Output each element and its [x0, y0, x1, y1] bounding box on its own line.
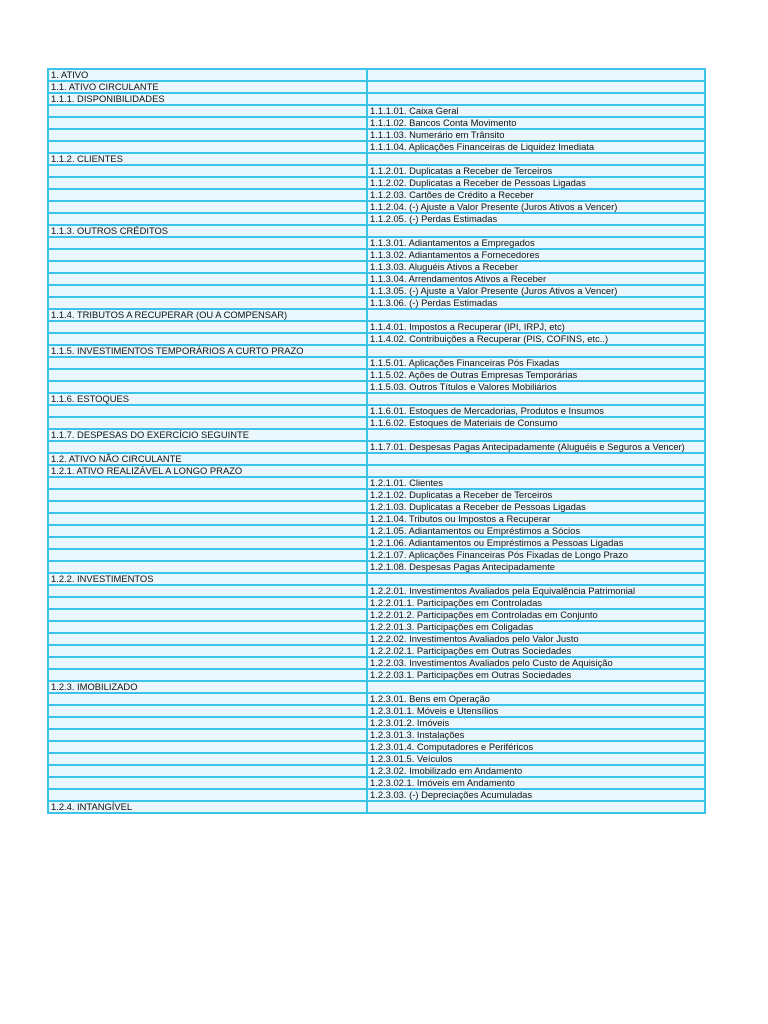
table-row: [48, 633, 705, 645]
table-row: [48, 789, 705, 801]
account-item-cell: 1.2.3.01.1. Móveis e Utensílios: [367, 705, 705, 717]
account-item-cell: [367, 81, 705, 93]
table-row: [48, 357, 705, 369]
account-group-cell: [48, 585, 367, 597]
table-row: [48, 501, 705, 513]
account-item-cell: 1.2.1.05. Adiantamentos ou Empréstimos a Sócios: [367, 525, 705, 537]
table-row: [48, 597, 705, 609]
account-item-cell: 1.1.2.05. (-) Perdas Estimadas: [367, 213, 705, 225]
table-row: [48, 381, 705, 393]
table-row: [48, 741, 705, 753]
account-group-cell: [48, 177, 367, 189]
account-item-cell: 1.1.6.01. Estoques de Mercadorias, Produtos e Insumos: [367, 405, 705, 417]
account-group-cell: [48, 609, 367, 621]
table-row: [48, 261, 705, 273]
table-row: [48, 693, 705, 705]
table-row: [48, 225, 705, 237]
account-item-cell: [367, 69, 705, 81]
account-group-cell: 1.2. ATIVO NÃO CIRCULANTE: [48, 453, 367, 465]
account-item-cell: 1.2.2.02.1. Participações em Outras Sociedades: [367, 645, 705, 657]
table-row: [48, 165, 705, 177]
account-item-cell: 1.1.5.01. Aplicações Financeiras Pós Fixadas: [367, 357, 705, 369]
account-group-cell: 1.1.7. DESPESAS DO EXERCÍCIO SEGUINTE: [48, 429, 367, 441]
account-item-cell: 1.1.2.01. Duplicatas a Receber de Terceiros: [367, 165, 705, 177]
account-group-cell: 1.1.2. CLIENTES: [48, 153, 367, 165]
account-group-cell: [48, 777, 367, 789]
account-group-cell: [48, 201, 367, 213]
account-item-cell: 1.1.1.01. Caixa Geral: [367, 105, 705, 117]
account-group-cell: [48, 561, 367, 573]
account-group-cell: [48, 501, 367, 513]
account-group-cell: [48, 765, 367, 777]
account-group-cell: [48, 549, 367, 561]
account-item-cell: [367, 345, 705, 357]
account-group-cell: [48, 525, 367, 537]
account-group-cell: [48, 705, 367, 717]
table-row: [48, 477, 705, 489]
account-group-cell: 1. ATIVO: [48, 69, 367, 81]
account-item-cell: 1.1.7.01. Despesas Pagas Antecipadamente (Aluguéis e Seguros a Vencer): [367, 441, 705, 453]
account-item-cell: 1.1.5.03. Outros Títulos e Valores Mobiliários: [367, 381, 705, 393]
table-row: [48, 777, 705, 789]
account-item-cell: [367, 93, 705, 105]
account-item-cell: 1.1.1.02. Bancos Conta Movimento: [367, 117, 705, 129]
account-item-cell: 1.2.3.02.1. Imóveis em Andamento: [367, 777, 705, 789]
table-row: [48, 441, 705, 453]
account-item-cell: [367, 309, 705, 321]
account-group-cell: [48, 273, 367, 285]
table-row: [48, 213, 705, 225]
account-item-cell: 1.1.2.04. (-) Ajuste a Valor Presente (Juros Ativos a Vencer): [367, 201, 705, 213]
table-row: [48, 141, 705, 153]
account-item-cell: 1.2.2.01. Investimentos Avaliados pela Equivalência Patrimonial: [367, 585, 705, 597]
account-group-cell: [48, 729, 367, 741]
account-group-cell: [48, 597, 367, 609]
table-row: [48, 573, 705, 585]
account-group-cell: 1.1.4. TRIBUTOS A RECUPERAR (OU A COMPENSAR): [48, 309, 367, 321]
account-item-cell: 1.2.2.03.1. Participações em Outras Sociedades: [367, 669, 705, 681]
account-item-cell: 1.1.5.02. Ações de Outras Empresas Temporárias: [367, 369, 705, 381]
table-row: [48, 717, 705, 729]
account-group-cell: [48, 657, 367, 669]
account-item-cell: 1.1.2.02. Duplicatas a Receber de Pessoas Ligadas: [367, 177, 705, 189]
account-group-cell: [48, 693, 367, 705]
account-group-cell: [48, 129, 367, 141]
table-row: [48, 81, 705, 93]
account-group-cell: 1.1.1. DISPONIBILIDADES: [48, 93, 367, 105]
table-row: [48, 93, 705, 105]
table-row: [48, 393, 705, 405]
account-item-cell: [367, 573, 705, 585]
table-row: [48, 369, 705, 381]
account-item-cell: [367, 681, 705, 693]
account-item-cell: 1.2.2.01.3. Participações em Coligadas: [367, 621, 705, 633]
account-item-cell: 1.2.3.01.5. Veículos: [367, 753, 705, 765]
account-item-cell: [367, 429, 705, 441]
table-row: [48, 333, 705, 345]
account-item-cell: 1.2.3.01. Bens em Operação: [367, 693, 705, 705]
account-group-cell: 1.1.5. INVESTIMENTOS TEMPORÁRIOS A CURTO PRAZO: [48, 345, 367, 357]
account-item-cell: 1.2.3.01.2. Imóveis: [367, 717, 705, 729]
account-item-cell: [367, 225, 705, 237]
table-row: [48, 429, 705, 441]
account-item-cell: [367, 153, 705, 165]
table-row: [48, 249, 705, 261]
account-item-cell: [367, 453, 705, 465]
account-item-cell: 1.2.3.01.3. Instalações: [367, 729, 705, 741]
table-row: [48, 297, 705, 309]
account-group-cell: [48, 633, 367, 645]
account-item-cell: 1.2.1.08. Despesas Pagas Antecipadamente: [367, 561, 705, 573]
account-group-cell: [48, 717, 367, 729]
account-item-cell: 1.1.4.02. Contribuições a Recuperar (PIS, COFINS, etc..): [367, 333, 705, 345]
account-group-cell: [48, 321, 367, 333]
account-item-cell: [367, 801, 705, 813]
account-item-cell: 1.1.3.02. Adiantamentos a Fornecedores: [367, 249, 705, 261]
table-row: [48, 117, 705, 129]
table-row: [48, 561, 705, 573]
account-group-cell: [48, 213, 367, 225]
account-item-cell: [367, 393, 705, 405]
table-row: [48, 537, 705, 549]
account-group-cell: 1.2.2. INVESTIMENTOS: [48, 573, 367, 585]
chart-of-accounts-table: [47, 68, 706, 814]
account-item-cell: 1.1.6.02. Estoques de Materiais de Consumo: [367, 417, 705, 429]
account-item-cell: 1.1.2.03. Cartões de Crédito a Receber: [367, 189, 705, 201]
account-group-cell: 1.2.1. ATIVO REALIZÁVEL A LONGO PRAZO: [48, 465, 367, 477]
table-row: [48, 177, 705, 189]
account-item-cell: 1.2.3.02. Imobilizado em Andamento: [367, 765, 705, 777]
account-item-cell: 1.2.2.01.1. Participações em Controladas: [367, 597, 705, 609]
table-row: [48, 489, 705, 501]
account-group-cell: [48, 513, 367, 525]
table-row: [48, 273, 705, 285]
table-row: [48, 621, 705, 633]
account-group-cell: [48, 753, 367, 765]
account-group-cell: [48, 789, 367, 801]
table-row: [48, 321, 705, 333]
account-item-cell: 1.1.3.03. Aluguéis Ativos a Receber: [367, 261, 705, 273]
account-group-cell: 1.1.3. OUTROS CRÉDITOS: [48, 225, 367, 237]
account-group-cell: 1.1. ATIVO CIRCULANTE: [48, 81, 367, 93]
table-row: [48, 129, 705, 141]
table-row: [48, 405, 705, 417]
account-group-cell: [48, 261, 367, 273]
account-item-cell: 1.1.3.06. (-) Perdas Estimadas: [367, 297, 705, 309]
table-row: [48, 765, 705, 777]
account-group-cell: [48, 297, 367, 309]
account-item-cell: 1.2.1.04. Tributos ou Impostos a Recuperar: [367, 513, 705, 525]
table-row: [48, 201, 705, 213]
account-group-cell: [48, 645, 367, 657]
table-row: [48, 729, 705, 741]
table-row: [48, 681, 705, 693]
account-item-cell: 1.2.1.02. Duplicatas a Receber de Terceiros: [367, 489, 705, 501]
account-group-cell: [48, 285, 367, 297]
table-row: [48, 285, 705, 297]
account-item-cell: 1.2.2.02. Investimentos Avaliados pelo Valor Justo: [367, 633, 705, 645]
account-item-cell: 1.2.1.01. Clientes: [367, 477, 705, 489]
account-group-cell: [48, 117, 367, 129]
account-group-cell: 1.2.4. INTANGÍVEL: [48, 801, 367, 813]
table-row: [48, 345, 705, 357]
table-row: [48, 585, 705, 597]
account-item-cell: [367, 465, 705, 477]
table-row: [48, 669, 705, 681]
account-group-cell: [48, 381, 367, 393]
account-group-cell: [48, 237, 367, 249]
account-group-cell: [48, 333, 367, 345]
account-item-cell: 1.2.2.03. Investimentos Avaliados pelo Custo de Aquisição: [367, 657, 705, 669]
account-item-cell: 1.2.1.03. Duplicatas a Receber de Pessoas Ligadas: [367, 501, 705, 513]
table-row: [48, 309, 705, 321]
account-group-cell: [48, 489, 367, 501]
table-row: [48, 153, 705, 165]
table-row: [48, 189, 705, 201]
table-row: [48, 465, 705, 477]
account-group-cell: 1.2.3. IMOBILIZADO: [48, 681, 367, 693]
account-group-cell: [48, 669, 367, 681]
table-row: [48, 513, 705, 525]
account-group-cell: [48, 189, 367, 201]
account-group-cell: [48, 105, 367, 117]
account-group-cell: [48, 249, 367, 261]
account-item-cell: 1.2.1.07. Aplicações Financeiras Pós Fixadas de Longo Prazo: [367, 549, 705, 561]
account-group-cell: [48, 417, 367, 429]
account-item-cell: 1.1.1.03. Numerário em Trânsito: [367, 129, 705, 141]
account-group-cell: [48, 741, 367, 753]
table-row: [48, 657, 705, 669]
table-row: [48, 237, 705, 249]
table-row: [48, 453, 705, 465]
table-row: [48, 705, 705, 717]
account-group-cell: [48, 477, 367, 489]
account-item-cell: 1.1.3.05. (-) Ajuste a Valor Presente (Juros Ativos a Vencer): [367, 285, 705, 297]
account-item-cell: 1.2.3.03. (-) Depreciações Acumuladas: [367, 789, 705, 801]
table-row: [48, 753, 705, 765]
account-item-cell: 1.1.3.01. Adiantamentos a Empregados: [367, 237, 705, 249]
account-item-cell: 1.1.3.04. Arrendamentos Ativos a Receber: [367, 273, 705, 285]
table-row: [48, 549, 705, 561]
account-item-cell: 1.2.1.06. Adiantamentos ou Empréstimos a Pessoas Ligadas: [367, 537, 705, 549]
table-row: [48, 69, 705, 81]
account-item-cell: 1.2.3.01.4. Computadores e Periféricos: [367, 741, 705, 753]
table-body: [48, 69, 705, 813]
account-group-cell: [48, 621, 367, 633]
table-row: [48, 525, 705, 537]
account-group-cell: [48, 537, 367, 549]
account-group-cell: [48, 405, 367, 417]
account-group-cell: [48, 441, 367, 453]
table-row: [48, 417, 705, 429]
table-row: [48, 609, 705, 621]
account-item-cell: 1.1.4.01. Impostos a Recuperar (IPI, IRPJ, etc): [367, 321, 705, 333]
account-group-cell: [48, 141, 367, 153]
account-item-cell: 1.1.1.04. Aplicações Financeiras de Liquidez Imediata: [367, 141, 705, 153]
account-item-cell: 1.2.2.01.2. Participações em Controladas em Conjunto: [367, 609, 705, 621]
account-group-cell: [48, 369, 367, 381]
account-group-cell: 1.1.6. ESTOQUES: [48, 393, 367, 405]
account-group-cell: [48, 357, 367, 369]
account-group-cell: [48, 165, 367, 177]
table-row: [48, 105, 705, 117]
table-row: [48, 645, 705, 657]
table-row: [48, 801, 705, 813]
